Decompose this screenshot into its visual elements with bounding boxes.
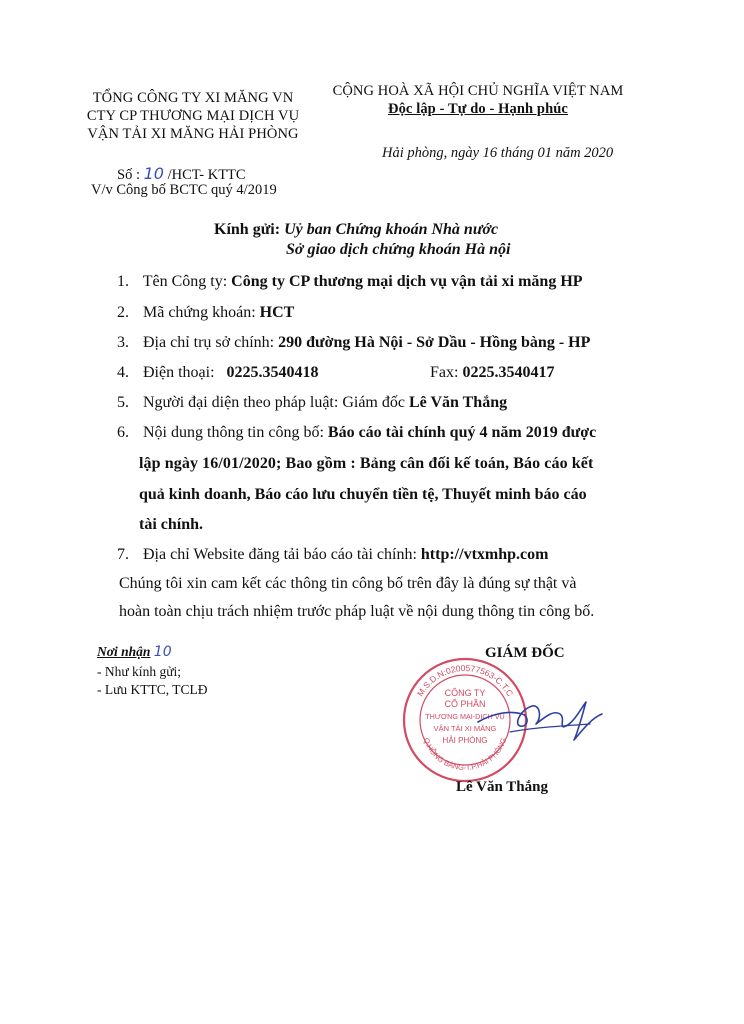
org-name-line3: VẬN TẢI XI MĂNG HẢI PHÒNG (87, 126, 299, 142)
item-phone (117, 364, 319, 382)
handwritten-signature (470, 680, 620, 750)
item-number: 5. (117, 394, 129, 411)
nation-title: CỘNG HOÀ XÃ HỘI CHỦ NGHĨA VIỆT NAM (332, 83, 624, 99)
signer-name: Lê Văn Thắng (456, 779, 548, 795)
nation-motto: Độc lập - Tự do - Hạnh phúc (388, 101, 568, 117)
recipients-footer-mark: 10 (153, 644, 172, 660)
recipient-line1: Uỷ ban Chứng khoán Nhà nước (284, 221, 499, 238)
doc-number-handwritten: 10 (143, 164, 164, 183)
item-number: 1. (117, 273, 129, 290)
seal-outer-text: M.S.D.N:0200577563-C.T.C (414, 662, 516, 699)
doc-number-suffix: /HCT- KTTC (167, 167, 246, 183)
item-company-name (117, 273, 583, 291)
item-label: Điện thoại: (143, 364, 215, 381)
item-value: Báo cáo tài chính quý 4 năm 2019 được (327, 424, 597, 441)
fax-label: Fax: (430, 364, 459, 381)
commitment-line2: hoàn toàn chịu trách nhiệm trước pháp luật về nội dung thông tin công bố. (119, 603, 595, 620)
org-name-line2: CTY CP THƯƠNG MẠI DỊCH VỤ (86, 108, 300, 124)
recipient-label: Kính gửi: (214, 221, 281, 238)
seal-line1: CÔNG TY (444, 688, 486, 698)
commitment-line1: Chúng tôi xin cam kết các thông tin công bố trên đây là đúng sự thật và (119, 575, 577, 592)
fax-value: 0225.3540417 (462, 364, 555, 381)
item-value: HCT (259, 304, 295, 321)
item-label: Mã chứng khoán: (143, 304, 256, 321)
seal-bottom-text: Q.HỒNG BÀNG-T.P.HẢI PHÒNG (421, 736, 509, 773)
item-address (117, 334, 590, 352)
item-number: 3. (117, 334, 129, 351)
doc-subject: V/v Công bố BCTC quý 4/2019 (91, 182, 277, 198)
item-legal-rep (117, 394, 507, 412)
place-date: Hải phòng, ngày 16 tháng 01 năm 2020 (382, 145, 614, 161)
item-number: 6. (117, 424, 129, 441)
item-fax (430, 364, 554, 382)
seal-line2: CỔ PHẦN (444, 699, 486, 709)
item-value: http://vtxmhp.com (420, 546, 549, 563)
item-number: 4. (117, 364, 129, 381)
doc-number (117, 164, 246, 184)
recipients-footer-line1: - Như kính gửi; (97, 664, 182, 679)
item-stock-code (117, 304, 294, 322)
disclosure-continuation-3: tài chính. (139, 516, 204, 533)
signer-title: GIÁM ĐỐC (485, 645, 565, 661)
disclosure-continuation-2: quả kinh doanh, Báo cáo lưu chuyển tiền tệ, Thuyết minh báo cáo (139, 486, 587, 503)
item-value: Lê Văn Thắng (408, 394, 508, 411)
item-number: 2. (117, 304, 129, 321)
item-label: Nội dung thông tin công bố: (143, 424, 324, 441)
seal-line3: THƯƠNG MẠI-DỊCH VỤ (425, 712, 505, 721)
item-label: Người đại diện theo pháp luật: Giám đốc (143, 394, 405, 411)
seal-line4: VẬN TẢI XI MĂNG (433, 724, 497, 733)
recipients-footer-label: Nơi nhận (97, 644, 151, 659)
recipients-footer-line2: - Lưu KTTC, TCLĐ (97, 682, 208, 697)
item-label: Tên Công ty: (142, 273, 228, 290)
item-value: 290 đường Hà Nội - Sở Dầu - Hồng bàng - HP (278, 334, 591, 351)
seal-line5: HẢI PHÒNG (442, 736, 488, 745)
doc-number-prefix: Số : (117, 167, 140, 183)
item-label: Địa chỉ trụ sở chính: (143, 334, 275, 351)
recipient-line2: Sở giao dịch chứng khoán Hà nội (286, 241, 511, 258)
item-website (117, 546, 548, 564)
recipient-block (214, 221, 498, 239)
recipients-footer-heading (97, 644, 172, 660)
item-number: 7. (117, 546, 129, 563)
item-label: Địa chỉ Website đăng tải báo cáo tài chính: (143, 546, 417, 563)
item-disclosure (117, 424, 596, 442)
item-value: 0225.3540418 (226, 364, 319, 381)
item-value: Công ty CP thương mại dịch vụ vận tải xi măng HP (231, 273, 583, 290)
disclosure-continuation-1: lập ngày 16/01/2020; Bao gồm : Bảng cân đối kế toán, Báo cáo kết (139, 455, 594, 472)
org-name-line1: TỔNG CÔNG TY XI MĂNG VN (92, 90, 294, 106)
